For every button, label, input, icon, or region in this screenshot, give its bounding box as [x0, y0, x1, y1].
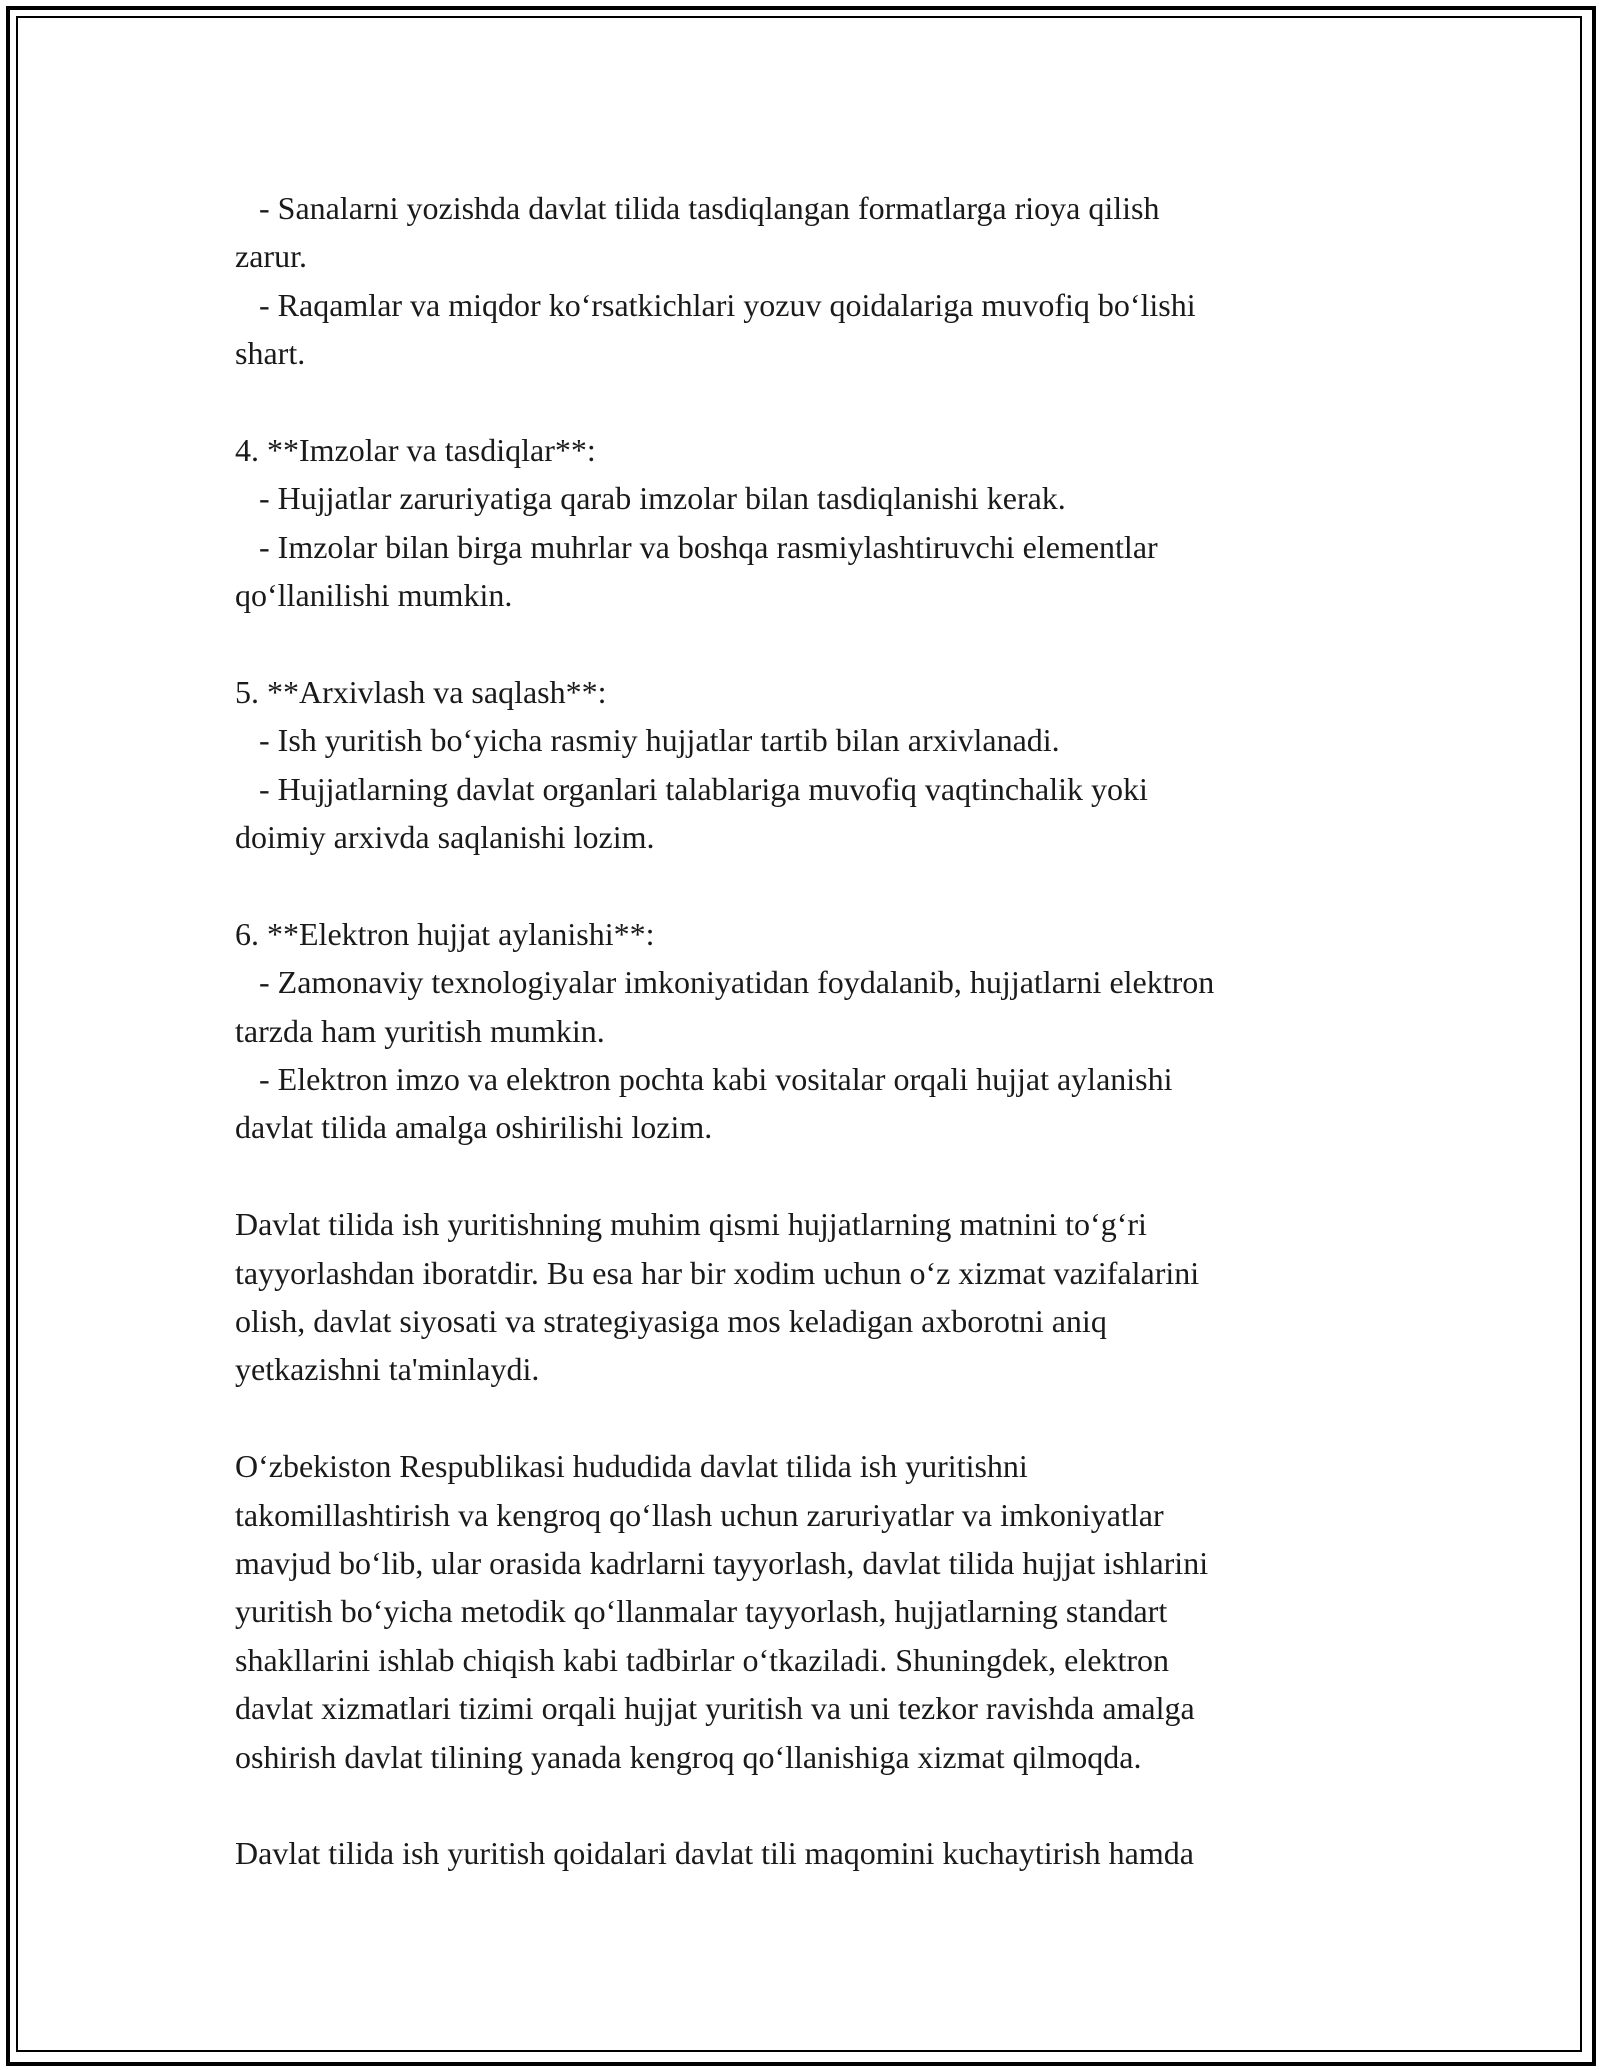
- paragraph-line: yetkazishni ta'minlaydi.: [235, 1351, 540, 1388]
- paragraph-line: Davlat tilida ish yuritishning muhim qismi hujjatlarning matnini to‘g‘ri: [235, 1206, 1147, 1243]
- section-heading-4: 4. **Imzolar va tasdiqlar**:: [235, 431, 596, 468]
- paragraph-line: takomillashtirish va kengroq qo‘llash uchun zaruriyatlar va imkoniyatlar: [235, 1496, 1164, 1533]
- blank-line: [235, 1781, 1375, 1829]
- paragraph-line: yuritish bo‘yicha metodik qo‘llanmalar tayyorlash, hujjatlarning standart: [235, 1593, 1168, 1630]
- text-line: - Sanalarni yozishda davlat tilida tasdiqlangan formatlarga rioya qilish: [235, 190, 1160, 226]
- text-line: shart.: [235, 335, 306, 372]
- blank-line: [235, 378, 1375, 426]
- paragraph-line: davlat xizmatlari tizimi orqali hujjat yuritish va uni tezkor ravishda amalga: [235, 1690, 1195, 1727]
- text-line: - Elektron imzo va elektron pochta kabi vositalar orqali hujjat aylanishi: [235, 1061, 1173, 1098]
- paragraph-line: shakllarini ishlab chiqish kabi tadbirlar o‘tkaziladi. Shuningdek, elektron: [235, 1641, 1169, 1678]
- paragraph-line: O‘zbekiston Respublikasi hududida davlat tilida ish yuritishni: [235, 1448, 1028, 1485]
- text-line: tarzda ham yuritish mumkin.: [235, 1012, 605, 1049]
- paragraph-line: oshirish davlat tilining yanada kengroq qo‘llanishiga xizmat qilmoqda.: [235, 1738, 1142, 1775]
- blank-line: [235, 861, 1375, 909]
- text-line: - Ish yuritish bo‘yicha rasmiy hujjatlar tartib bilan arxivlanadi.: [235, 722, 1060, 759]
- text-line: qo‘llanilishi mumkin.: [235, 577, 513, 614]
- blank-line: [235, 620, 1375, 668]
- text-line: - Zamonaviy texnologiyalar imkoniyatidan foydalanib, hujjatlarni elektron: [235, 964, 1215, 1001]
- blank-line: [235, 1152, 1375, 1200]
- text-line: - Raqamlar va miqdor ko‘rsatkichlari yozuv qoidalariga muvofiq bo‘lishi: [235, 286, 1196, 323]
- blank-line: [235, 1394, 1375, 1442]
- text-line: zarur.: [235, 238, 307, 275]
- text-line: - Hujjatlarning davlat organlari talablariga muvofiq vaqtinchalik yoki: [235, 770, 1148, 807]
- section-heading-6: 6. **Elektron hujjat aylanishi**:: [235, 915, 655, 952]
- text-line: doimiy arxivda saqlanishi lozim.: [235, 819, 655, 856]
- paragraph-line: tayyorlashdan iboratdir. Bu esa har bir xodim uchun o‘z xizmat vazifalarini: [235, 1254, 1200, 1291]
- text-line: davlat tilida amalga oshirilishi lozim.: [235, 1109, 713, 1146]
- section-heading-5: 5. **Arxivlash va saqlash**:: [235, 673, 607, 710]
- document-body: [235, 184, 1375, 1878]
- paragraph-line: mavjud bo‘lib, ular orasida kadrlarni tayyorlash, davlat tilida hujjat ishlarini: [235, 1544, 1209, 1581]
- text-line: - Imzolar bilan birga muhrlar va boshqa rasmiylashtiruvchi elementlar: [235, 528, 1158, 565]
- paragraph-line: Davlat tilida ish yuritish qoidalari davlat tili maqomini kuchaytirish hamda: [235, 1835, 1194, 1872]
- paragraph-line: olish, davlat siyosati va strategiyasiga mos keladigan axborotni aniq: [235, 1302, 1107, 1339]
- text-line: - Hujjatlar zaruriyatiga qarab imzolar bilan tasdiqlanishi kerak.: [235, 480, 1066, 517]
